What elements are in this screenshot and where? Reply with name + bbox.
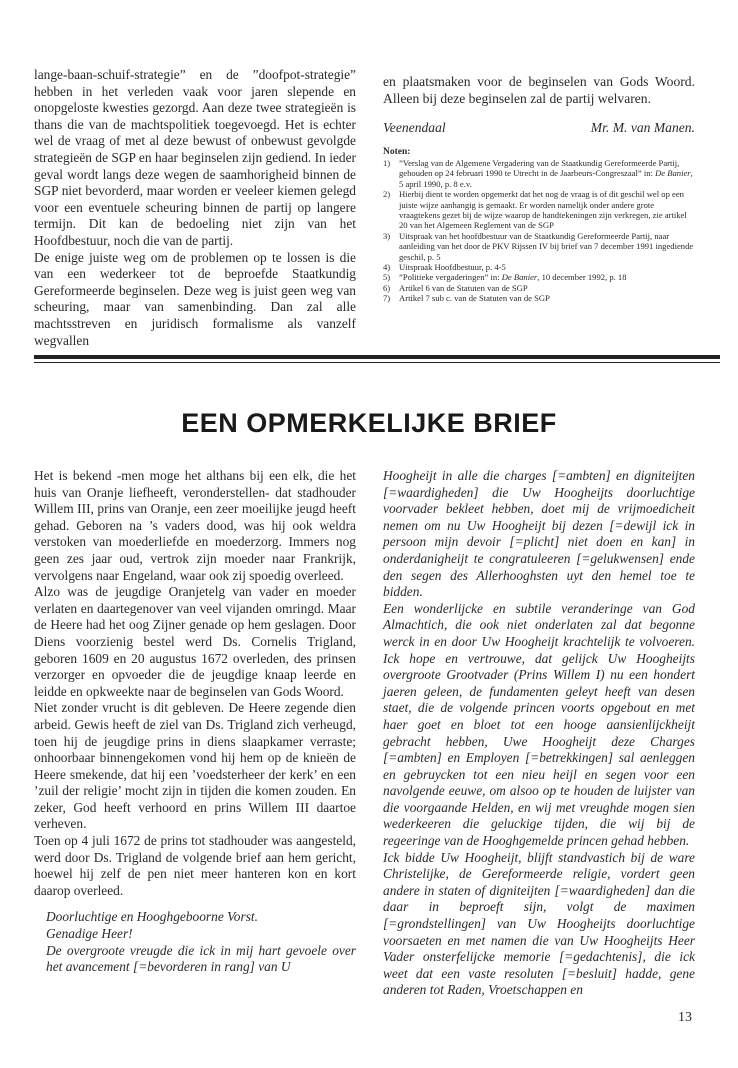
note-item	[383, 158, 695, 189]
note-text: ”Verslag van de Algemene Vergadering van de Staatkundig Gereformeerde Partij, gehouden op 24 februari 1990 te Utrecht in de Jaarbeurs-Congreszaal” in: De Banier, 5 april 1990, p. 8 e.v.	[399, 158, 693, 189]
note-item	[383, 272, 695, 282]
top-right-paragraph: en plaatsmaken voor de beginselen van Gods Woord. Alleen bij deze beginselen zal de partij welvaren.	[383, 74, 695, 106]
article-paragraph: Niet zonder vrucht is dit gebleven. De Heere zegende dien arbeid. Gewis heeft de ziel van Ds. Trigland zich verheugd, toen hij de jeugdige prins in diens slaapkamer verraste; onhoorbaar binnengekomen vond hij hem op de knieën de Heere smekende, dat hij een ’voedsterheer der kerk’ en een ’zuil der religie’ mocht zijn in tijden die komen zouden. En zeker, God heeft verhoord en prins Willem III daartoe verheven.	[34, 700, 356, 832]
letter-greeting: Genadige Heer!	[46, 926, 133, 942]
note-text: Hierbij dient te worden opgemerkt dat het nog de vraag is of dit geschil wel op een juiste wijze aanhangig is gemaakt. Er worden namelijk onder andere grote vraagtekens gezet bij de wijze waarop de handtekeningen zijn verkregen, zie artikel 20 van het Algemeen Reglement van de SGP	[399, 189, 687, 231]
top-left-paragraph-2: De enige juiste weg om de problemen op te lossen is die van een wederkeer tot de beproefde Staatkundig Gereformeerde beginselen. Deze weg is juist geen weg van scheuring, maar van samenbinding. Dan zal alle machtsstreven en juridisch formalisme als vanzelf wegvallen	[34, 249, 356, 348]
article-paragraph: Alzo was de jeugdige Oranjetelg van vader en moeder verlaten en daartegenover van veel vijanden omringd. Maar de Heere had het oog Zijner genade op hem geslagen. Door Diens voorzienig bestel werd Ds. Cornelis Trigland, geboren 1609 en 20 augustus 1672 overleden, des prinsen verzorger en opvoeder die de jeugdige knaap leerde en leidde en opkweekte naar de beginselen van Gods Woord.	[34, 584, 356, 699]
signature-author: Mr. M. van Manen.	[590, 120, 695, 135]
note-number: 5)	[383, 272, 391, 283]
section-divider-thick	[34, 355, 720, 359]
note-item	[383, 293, 695, 303]
note-text: ”Politieke vergaderingen” in: De Banier, 10 december 1992, p. 18	[399, 272, 627, 283]
signature-line	[383, 119, 695, 136]
note-text: Artikel 7 sub c. van de Statuten van de SGP	[399, 293, 550, 304]
note-item	[383, 262, 695, 272]
note-item	[383, 283, 695, 293]
note-text: Artikel 6 van de Statuten van de SGP	[399, 282, 528, 293]
article-paragraph: Toen op 4 juli 1672 de prins tot stadhouder was aangesteld, werd door Ds. Trigland de volgende brief aan hem gericht, hoewel hij zelf de pen niet meer hanteren kon en kort daarop overleed.	[34, 833, 356, 898]
letter-opening	[34, 909, 356, 975]
section-divider-thin	[34, 362, 720, 363]
article-right-column	[383, 468, 695, 999]
note-number: 7)	[383, 293, 391, 304]
note-text: Uitspraak Hoofdbestuur, p. 4-5	[399, 262, 506, 273]
letter-salutation: Doorluchtige en Hooghgeboorne Vorst.	[46, 909, 258, 925]
top-right-column	[383, 73, 695, 304]
page-number: 13	[678, 1010, 692, 1025]
article-left-column	[34, 468, 356, 976]
note-item	[383, 231, 695, 262]
article-title: EEN OPMERKELIJKE BRIEF	[181, 408, 557, 438]
note-number: 6)	[383, 282, 391, 293]
letter-paragraph: Ick bidde Uw Hoogheijt, blijft standvastich bij de ware Christelijke, de Gereformeerde religie, vordert geen andere in staten of digniteijten [=waardigheden] dan die daar in beproeft sijn, volgt de maximen [=grondstellingen] van Uw Hoogheijts doorluchtige voorsaeten en met namen die van Uw Hoogheijts Heer Vader onsterfelijcke memorie [=gedachtenis], die ick weet dat een vaste resoluten [=besluit] hadde, gene anderen tot Raden, Vroetschappen en	[383, 849, 695, 998]
top-left-paragraph-1: lange-baan-schuif-strategie” en de ”doofpot-strategie” hebben in het verleden vaak voor jaren slepende en onopgeloste kwesties gezorgd. Aan deze twee strategieën is thans die van de machtspolitiek toegevoegd. Het is echter wel de vraag of met al deze bewust of onbewust gevolgde strategieën de SGP en haar beginselen zijn gediend. In ieder geval wordt langs deze wegen de saamhorigheid binnen de SGP niet bevorderd, maar worden er veeleer kiemen gelegd voor een eventuele scheuring binnen de partij op langere termijn. Dit kan de bedoeling niet zijn van het Hoofdbestuur, noch die van de partij.	[34, 67, 356, 248]
note-text: Uitspraak van het hoofdbestuur van de Staatkundig Gereformeerde Partij, naar aanleiding van het door de PKV Rijssen IV bij brief van 7 december 1991 ingediende geschil, p. 5	[399, 230, 694, 262]
note-number: 4)	[383, 262, 391, 273]
letter-text: De overgroote vreugde die ick in mij hart gevoele over het avancement [=bevorderen in rang] van U	[46, 942, 356, 975]
note-number: 2)	[383, 189, 391, 200]
letter-paragraph: Hoogheijt in alle die charges [=ambten] en digniteijten [=waardigheden] die Uw Hoogheijts doorluchtige voorvader bekleet hebben, doet mij de vrijmoedicheit nemen om nu Uw Hoogheijt bij dezen [=dewijl ick in persoon mijn devoir [=plicht] niet doen en kan] in onderdanigheijt te congratuleeren [=gelukwensen] ende den segen des Allerhooghsten uyt den hemel toe te bidden.	[383, 468, 695, 600]
article-paragraph: Het is bekend -men moge het althans bij een elk, die het huis van Oranje liefheeft, veronderstellen- dat stadhouder Willem III, prins van Oranje, een zeer moeilijke jeugd heeft gehad. Geboren na ’s vaders dood, was hij ook weldra verstoken van moederliefde en moederzorg. Immers nog geen zes jaar oud, vertrok zijn moeder naar Frankrijk, vervolgens naar Engeland, waar ook zij spoedig overleed.	[34, 468, 356, 583]
signature-place: Veenendaal	[383, 120, 446, 135]
note-item	[383, 189, 695, 231]
notes-list	[383, 158, 695, 304]
top-left-column	[34, 67, 356, 349]
notes-title: Noten:	[383, 147, 411, 157]
note-number: 3)	[383, 230, 391, 241]
note-number: 1)	[383, 158, 391, 168]
letter-paragraph: Een wonderlijcke en subtile veranderinge van God Almachtich, die ook niet onderlaten zal dat begonne werck in en door Uw Hoogheijt krachtelijk te volvoeren. Ick hope en vertrouwe, dat gelijck Uw Hoogheijts overgroote Grootvader (Prins Willem I) nu een hondert jaeren geleen, de fundamenten geleyt heeft van desen staet, die de volgende princen voorts opgebout en met haer goet en bloet tot een hooge aansienlijckheijt gebracht hebben, Uwe Hoogheijt deze Charges [=ambten] en Employen [=betrekkingen] sal aenleggen en gebruycken tot een nieu heijl en segen voor een navolgende eeuwe, om alsoo op te houden de luijster van die voorgaande Helden, en wij met vreughde mogen sien wederkeeren die geluckige tijden, die wij bij de regeeringe van de Hooghgemelde princen gehad hebben.	[383, 600, 695, 849]
